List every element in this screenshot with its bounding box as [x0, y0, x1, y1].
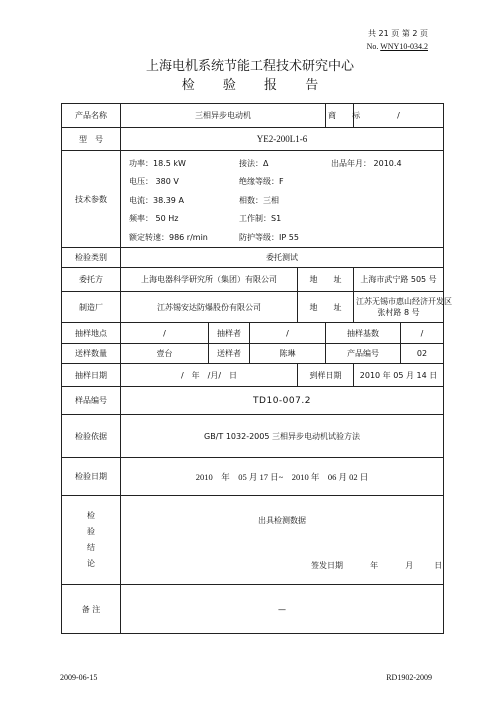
row-technical-params	[62, 151, 444, 248]
param-production-date: 出品年月： 2010.4	[331, 158, 402, 168]
sampling-date-value: / 年 /月/ 日	[121, 364, 298, 387]
sample-no-value: TD10-007.2	[121, 387, 444, 415]
manufacturer-address-label: 地 址	[298, 292, 354, 323]
arrival-date-value: 2010 年 05 月 14 日	[354, 364, 444, 387]
param-rated-speed: 额定转速：986 r/min	[129, 232, 208, 242]
row-product-name	[62, 104, 444, 128]
inspection-type-label: 检验类别	[62, 248, 121, 268]
conclusion-label-char: 验	[87, 527, 95, 536]
sign-date-label: 签发日期	[311, 561, 343, 570]
client-value: 上海电器科学研究所（集团）有限公司	[121, 268, 298, 292]
row-sampling-date	[62, 364, 444, 387]
client-address-value: 上海市武宁路 505 号	[354, 268, 444, 292]
row-conclusion	[62, 496, 444, 585]
param-voltage: 电压： 380 V	[129, 177, 179, 186]
brand-label: 商 标	[326, 104, 354, 128]
arrival-date-label: 到样日期	[298, 364, 354, 387]
manufacturer-label: 制造厂	[62, 292, 121, 323]
param-power: 功率：18.5 kW	[129, 158, 186, 168]
model-label: 型 号	[62, 128, 121, 151]
delivery-qty-value: 壹台	[121, 344, 209, 364]
document-number	[367, 42, 428, 51]
manufacturer-address-line2: 张村路 8 号	[377, 308, 420, 317]
conclusion-label-char: 检	[87, 511, 95, 520]
sampler-label: 抽样者	[209, 323, 250, 344]
sign-date	[311, 560, 442, 571]
row-inspection-type	[62, 248, 444, 268]
sampling-place-value: /	[121, 323, 209, 344]
row-basis	[62, 415, 444, 458]
inspection-date-value: 2010 年 05 月 17 日~ 2010 年 06 月 02 日	[121, 458, 444, 496]
report-title: 检 验 报 告	[181, 78, 331, 93]
doc-no-prefix: No.	[366, 42, 379, 51]
manufacturer-value: 江苏锡安达防爆股份有限公司	[121, 292, 298, 323]
params-cell	[121, 151, 444, 248]
sampling-place-label: 抽样地点	[62, 323, 121, 344]
product-name-label: 产品名称	[62, 104, 121, 128]
conclusion-label-char: 论	[87, 559, 95, 568]
param-frequency: 频率： 50 Hz	[129, 214, 179, 223]
conclusion-cell	[121, 496, 444, 585]
organization-name: 上海电机系统节能工程技术研究中心	[145, 59, 354, 74]
footer-date: 2009-06-15	[60, 673, 98, 682]
sign-year: 年	[370, 561, 379, 570]
param-duty: 工作制：S1	[239, 214, 282, 223]
param-insulation: 绝缘等级：F	[239, 177, 284, 186]
conclusion-label-char: 结	[87, 543, 95, 552]
sign-month: 月	[405, 561, 414, 570]
param-connection: 接法：Δ	[239, 158, 269, 168]
client-address-label: 地 址	[298, 268, 354, 292]
conclusion-label	[62, 496, 121, 585]
basis-label: 检验依据	[62, 415, 121, 458]
row-delivery	[62, 344, 444, 364]
row-sample-no	[62, 387, 444, 415]
row-manufacturer	[62, 292, 444, 323]
remarks-value: —	[121, 585, 444, 634]
row-remarks	[62, 585, 444, 634]
deliverer-value: 陈琳	[250, 344, 326, 364]
sampling-base-value: /	[401, 323, 444, 344]
row-model	[62, 128, 444, 151]
product-name-value: 三相异步电动机	[121, 104, 326, 128]
product-code-value: 02	[401, 344, 444, 364]
brand-value: /	[354, 104, 444, 128]
param-phases: 相数：三相	[239, 195, 279, 205]
sign-day: 日	[434, 561, 443, 570]
inspection-report-table	[61, 103, 452, 634]
conclusion-value: 出具检测数据	[258, 516, 306, 525]
sampling-date-label: 抽样日期	[62, 364, 121, 387]
basis-value: GB/T 1032-2005 三相异步电动机试验方法	[121, 415, 444, 458]
sampler-value: /	[250, 323, 326, 344]
row-inspection-date	[62, 458, 444, 496]
row-client	[62, 268, 444, 292]
params-label: 技术参数	[62, 151, 121, 248]
inspection-type-value: 委托测试	[121, 248, 444, 268]
client-label: 委托方	[62, 268, 121, 292]
param-protection: 防护等级：IP 55	[239, 232, 299, 242]
model-value: YE2-200L1-6	[121, 128, 444, 151]
deliverer-label: 送样者	[209, 344, 250, 364]
remarks-label: 备 注	[62, 585, 121, 634]
manufacturer-address-value	[354, 292, 452, 323]
param-current: 电流：38.39 A	[129, 195, 184, 205]
params-grid	[121, 152, 443, 247]
doc-no-value: WNY10-034.2	[380, 42, 428, 51]
footer-code: RD1902-2009	[386, 673, 432, 682]
page-count: 共 21 页 第 2 页	[368, 29, 428, 38]
sample-no-label: 样品编号	[62, 387, 121, 415]
inspection-date-label: 检验日期	[62, 458, 121, 496]
manufacturer-address-line1: 江苏无锡市惠山经济开发区	[356, 297, 452, 306]
sampling-base-label: 抽样基数	[326, 323, 401, 344]
row-sampling	[62, 323, 444, 344]
delivery-qty-label: 送样数量	[62, 344, 121, 364]
product-code-label: 产品编号	[326, 344, 401, 364]
